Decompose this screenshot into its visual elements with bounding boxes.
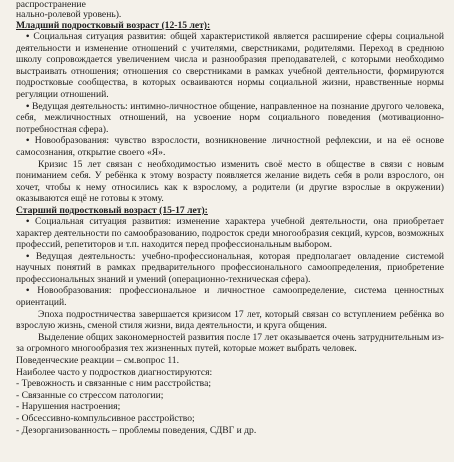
senior-social-situation: • Социальная ситуация развития: изменение характера учебной деятельности, она приобретает характер деятельности по самообразованию, подросток среди многообразия секций, курсов, возможных профессий, репетиторов и т.п. находится перед профессиональным выбором.	[16, 216, 444, 251]
list-item: - Обсессивно-компульсивное расстройство;	[16, 413, 195, 424]
junior-neoformations: • Новообразования: чувство взрослости, возникновение личностной рефлексии, и на её основе самосознания, открытие своего «Я».	[16, 135, 444, 158]
senior-leading-activity: • Ведущая деятельность: учебно-профессиональная, которая предполагает овладение системой научных понятий в рамках предварительного профессионального самоопределения, приобретение профессиональных знаний и умений (операционно-техническая сфера).	[16, 251, 444, 286]
crisis-17-paragraph: Эпоха подростничества завершается кризисом 17 лет, который связан со вступлением ребёнка во взрослую жизнь, сменой стиля жизни, вида деятельности, и круга общения.	[16, 308, 444, 332]
top-fragment-1: распространение	[16, 0, 86, 10]
senior-neoformations: • Новообразования: профессиональное и личностное самоопределение, система ценностных ориентаций.	[16, 285, 444, 308]
after-17-paragraph: Выделение общих закономерностей развития после 17 лет оказывается очень затруднительным из-за огромного многообразия тех жизненных путей, которые может выбрать человек.	[16, 331, 444, 355]
list-item: - Дезорганизованность – проблемы поведения, СДВГ и др.	[16, 424, 257, 436]
diagnoses-intro: Наиболее часто у подростков диагностируются:	[16, 366, 213, 378]
crisis-15-paragraph: Кризис 15 лет связан с необходимостью изменить своё место в обществе в связи с новым пониманием себя. У ребёнка к этому возрасту появляется желание видеть себя в роли взрослого, он хочет, чтобы к нему относились как к взрослому, а родители (и другие взрослые в окружении) оказываются ещё не готовы к этому.	[16, 158, 444, 205]
junior-heading: Младший подростковый возраст (12-15 лет):	[16, 20, 211, 31]
list-item: - Тревожность и связанные с ним расстройства;	[16, 378, 211, 390]
top-fragment-2: нально-ролевой уровень).	[16, 9, 122, 20]
behavior-reference: Поведенческие реакции – см.вопрос 11.	[16, 355, 179, 367]
junior-social-situation: • Социальная ситуация развития: общей характеристикой является расширение сферы социальной деятельности и изменение отношений с учителями, сверстниками, родителями. Переход в среднюю школу сопровождается увеличением числа и разнообразия преподавателей, с которыми необходимо выстраивать отношения; отношения со сверстниками в рамках учебной деятельности, формируются подростковые сообщества, в которых осваиваются нормы социальной жизни, нравственные нормы регуляции отношений.	[16, 31, 444, 101]
junior-leading-activity: • Ведущая деятельность: интимно-личностное общение, направленное на познание другого человека, себя, межличностных отношений, на усвоение норм социального поведения (мотивационно-потребностная сфера).	[16, 101, 444, 136]
senior-heading: Старший подростковый возраст (15-17 лет):	[16, 204, 208, 216]
list-item: - Связанные со стрессом патологии;	[16, 389, 164, 401]
list-item: - Нарушения настроения;	[16, 401, 121, 413]
